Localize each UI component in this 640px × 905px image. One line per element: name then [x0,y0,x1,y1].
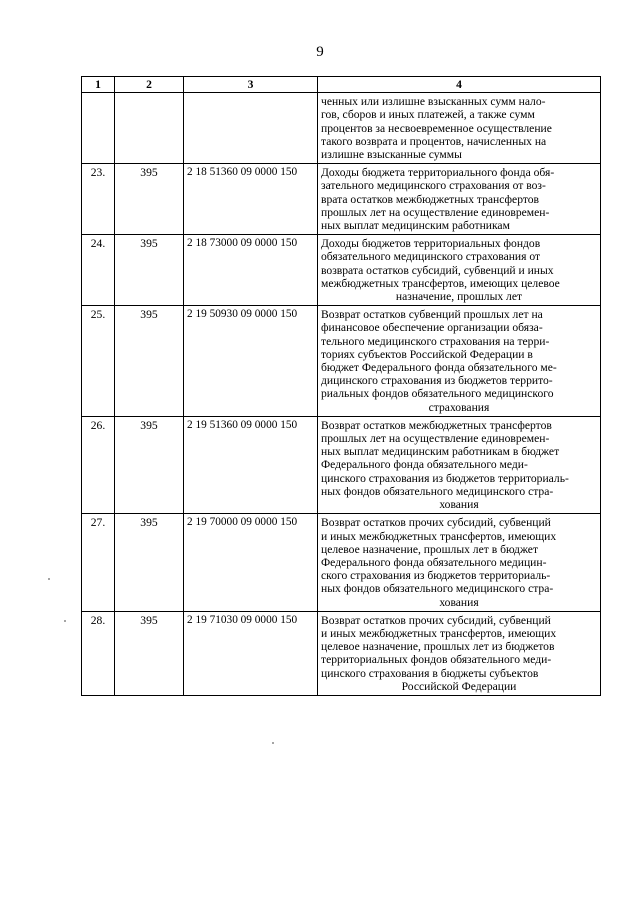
description-cell [318,93,601,164]
table-row [82,611,601,695]
description-line: межбюджетных трансфертов, имеющих целевое [321,276,560,290]
description-line: назначение, прошлых лет [395,290,523,304]
admin-code-cell: 395 [115,416,184,513]
scan-speck [48,578,50,580]
description-line: ных выплат медицинским работникам [321,219,510,233]
description-line: бюджет Федерального фонда обязательного ме- [321,361,557,375]
description-line: Доходы бюджетов территориальных фондов [321,237,541,251]
description-line: тельного медицинского страхования на терри- [321,334,550,348]
admin-code-cell: 395 [115,164,184,235]
description-line: Возврат остатков прочих субсидий, субвенций [321,516,551,530]
budget-code-cell: 2 19 71030 09 0000 150 [184,611,318,695]
description-line: Российской Федерации [401,679,517,693]
description-line: ченных или излишне взысканных сумм нало- [321,95,546,109]
row-number-cell: 23. [82,164,115,235]
description-line: дицинского страхования из бюджетов террито- [321,374,553,388]
table-row [82,93,601,164]
description-line: финансовое обеспечение организации обяза- [321,321,543,335]
budget-code-cell: 2 18 51360 09 0000 150 [184,164,318,235]
column-header-2: 2 [115,77,184,93]
description-line: ных фондов обязательного медицинского стра- [321,484,554,498]
description-line: прошлых лет на осуществление единовремен- [321,205,550,219]
row-number-cell: 28. [82,611,115,695]
description-line: цинского страхования в бюджеты субъектов [321,666,539,680]
budget-code-cell: 2 19 50930 09 0000 150 [184,306,318,417]
admin-code-cell: 395 [115,611,184,695]
scan-speck [64,620,66,622]
description-cell [318,306,601,417]
description-line: врата остатков межбюджетных трансфертов [321,192,540,206]
description-line: хования [439,498,479,512]
description-line: и иных межбюджетных трансфертов, имеющих [321,529,557,543]
scan-speck [272,742,274,744]
description-line: территориальных фондов обязательного меди- [321,653,552,667]
description-line: излишне взысканные суммы [321,148,462,162]
budget-code-cell [184,93,318,164]
description-line: Возврат остатков субвенций прошлых лет на [321,308,543,322]
description-cell [318,416,601,513]
row-number-cell: 25. [82,306,115,417]
table-row [82,164,601,235]
description-line: обязательного медицинского страхования от [321,250,541,264]
table-row [82,416,601,513]
description-line: целевое назначение, прошлых лет в бюджет [321,542,539,556]
description-line: прошлых лет на осуществление единовремен- [321,432,550,446]
description-line: риальных фондов обязательного медицинского [321,387,554,401]
description-cell [318,514,601,611]
description-line: ского страхования из бюджетов территориаль- [321,569,551,583]
admin-code-cell: 395 [115,514,184,611]
row-number-cell: 24. [82,235,115,306]
description-line: и иных межбюджетных трансфертов, имеющих [321,626,557,640]
admin-code-cell: 395 [115,306,184,417]
description-line: зательного медицинского страхования от воз- [321,179,546,193]
description-line: процентов за несвоевременное осуществление [321,121,552,135]
description-line: такого возврата и процентов, начисленных на [321,134,547,148]
description-line: гов, сборов и иных платежей, а также сумм [321,108,535,122]
description-cell [318,164,601,235]
budget-code-cell: 2 19 70000 09 0000 150 [184,514,318,611]
description-cell [318,611,601,695]
description-line: целевое назначение, прошлых лет из бюджетов [321,640,555,654]
description-line: цинского страхования из бюджетов территориаль- [321,471,569,485]
table-header-row [82,77,601,93]
description-line: ных фондов обязательного медицинского стра- [321,582,554,596]
admin-code-cell [115,93,184,164]
description-line: ториях субъектов Российской Федерации в [321,347,533,361]
description-line: страхования [428,400,490,414]
budget-code-cell: 2 18 73000 09 0000 150 [184,235,318,306]
revenue-codes-table [81,76,601,696]
table-body [82,93,601,696]
description-cell [318,235,601,306]
row-number-cell [82,93,115,164]
table-row [82,235,601,306]
description-line: Федерального фонда обязательного меди- [321,458,528,472]
description-line: Федерального фонда обязательного медицин- [321,555,547,569]
admin-code-cell: 395 [115,235,184,306]
table-row [82,514,601,611]
column-header-1: 1 [82,77,115,93]
column-header-3: 3 [184,77,318,93]
row-number-cell: 27. [82,514,115,611]
description-line: хования [439,595,479,609]
description-line: Возврат остатков межбюджетных трансфертов [321,418,552,432]
table-row [82,306,601,417]
budget-code-cell: 2 19 51360 09 0000 150 [184,416,318,513]
page-number: 9 [316,44,324,60]
description-line: Возврат остатков прочих субсидий, субвенций [321,613,551,627]
column-header-4: 4 [318,77,601,93]
description-line: Доходы бюджета территориального фонда обя- [321,166,555,180]
description-line: ных выплат медицинским работникам в бюджет [321,445,560,459]
row-number-cell: 26. [82,416,115,513]
description-line: возврата остатков субсидий, субвенций и иных [321,263,554,277]
